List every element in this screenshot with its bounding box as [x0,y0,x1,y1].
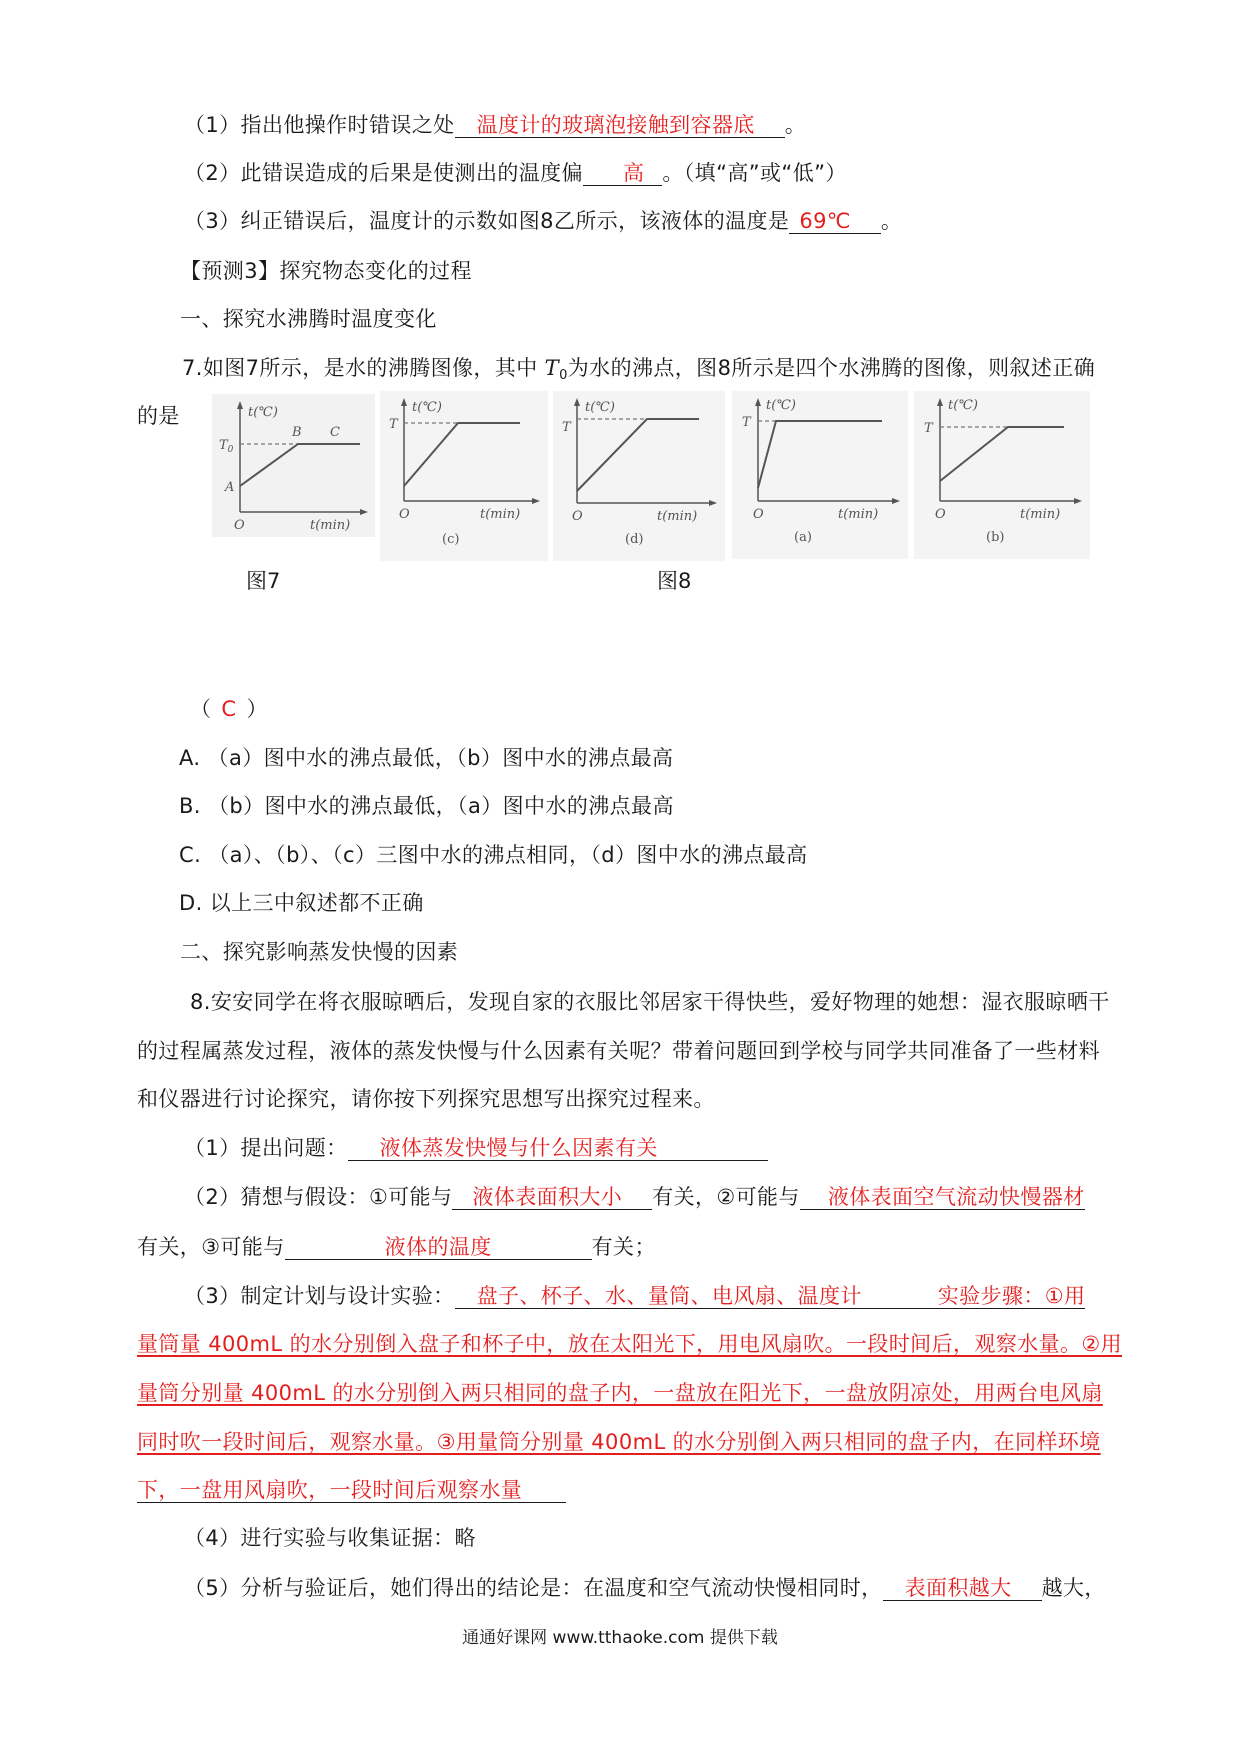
figure-8-graph-c [380,391,548,561]
q8-step-text: 量筒分别量 400mL 的水分别倒入两只相同的盘子内，一盘放在阳光下，一盘放阴凉处，用两台电风扇 [137,1381,1103,1405]
fig8a-t-label: T [742,415,751,430]
figure-7 [212,394,375,541]
page-footer: 通通好课网 www.tthaoke.com 提供下载 [462,1628,778,1648]
prev-item-2 [184,159,847,187]
option-d: D. 以上三中叙述都不正确 [179,891,424,915]
answer-blank [348,1136,768,1161]
figure-8-graph-b [914,391,1090,559]
q8-part-2-text-b: 有关，②可能与 [652,1185,800,1209]
option-b: B. （b）图中水的沸点最低，（a）图中水的沸点最高 [179,794,674,818]
q7-variable-subscript: 0 [559,368,568,383]
q8-part-1-answer: 液体蒸发快慢与什么因素有关 [379,1136,658,1160]
answer-blank [455,1284,1086,1309]
q7-text-a: 7.如图7所示，是水的沸腾图像，其中 [182,356,545,380]
fig8c-origin-label: O [399,507,410,522]
fig8c-x-axis-label: t(min) [480,507,521,522]
prev-item-3 [184,207,902,235]
fig8a-x-axis-label: t(min) [838,507,879,522]
fig8b-x-axis-label: t(min) [1020,507,1061,522]
figure-8-graph-a [732,391,908,559]
fig8a-origin-label: O [753,507,764,522]
answer-blank [789,209,881,234]
bracket-close: ） [246,697,268,721]
q7-answer: C [221,697,237,721]
q8-part-3-line-2 [137,1379,1103,1407]
prev-item-3-answer: 69℃ [799,209,851,233]
q8-part-3-line-1 [137,1330,1122,1358]
prev-item-1-tail: 。 [784,113,807,137]
q8-part-3-materials: 盘子、杯子、水、量筒、电风扇、温度计 [476,1284,862,1308]
q8-part-2-text-a: （2）猜想与假设：①可能与 [184,1185,453,1209]
section-2-title: 二、探究影响蒸发快慢的因素 [180,940,459,964]
q7-answer-bracket [190,695,268,723]
section-heading: 【预测3】探究物态变化的过程 [180,259,472,283]
q8-part-1 [184,1134,768,1162]
q7-line-1 [182,354,1095,390]
q8-part-2-text-d: 有关； [591,1235,656,1259]
fig7-x-axis-label: t(min) [310,518,351,533]
answer-blank [583,161,662,186]
q8-step-text: 下，一盘用风扇吹，一段时间后观察水量 [137,1478,523,1502]
q7-text-b: 为水的沸点，图8所示是四个水沸腾的图像，则叙述正确 [567,356,1096,380]
fig8d-origin-label: O [572,509,583,524]
q8-part-3-line-4 [137,1476,566,1504]
q7-line-2: 的是 [137,404,180,428]
figure-8-panel-b [914,391,1090,563]
answer-blank [285,1235,592,1260]
q8-part-4: （4）进行实验与收集证据：略 [184,1526,476,1550]
prev-item-2-answer: 高 [622,161,645,185]
q8-part-2-text-c: 有关，③可能与 [137,1235,285,1259]
prev-item-1-answer: 温度计的玻璃泡接触到容器底 [476,113,755,137]
answer-blank [137,1478,566,1503]
q8-step-text: 量筒量 400mL 的水分别倒入盘子和杯子中，放在太阳光下，用电风扇吹。一段时间后，观察水量。②用 [137,1332,1123,1356]
fig8a-y-axis-label: t(℃) [766,398,796,413]
q8-part-3-text: （3）制定计划与设计实验： [184,1284,455,1308]
answer-blank [455,113,785,138]
option-c: C. （a）、（b）、（c）三图中水的沸点相同，（d）图中水的沸点最高 [179,843,808,867]
fig7-origin-label: O [234,518,245,533]
prev-item-1 [184,111,806,139]
fig8c-t-label: T [389,417,398,432]
prev-item-2-text: （2）此错误造成的后果是使测出的温度偏 [184,161,583,185]
figure-8-panel-c [380,391,548,565]
answer-blank [800,1185,1085,1210]
q8-part-2-cont [137,1233,656,1261]
fig7-y-axis-label: t(℃) [248,405,278,420]
figure-8-graph-d [553,391,725,561]
fig8d-panel-tag: (d) [625,532,644,547]
fig7-t-subscript: 0 [227,445,234,455]
q8-part-2-answer-b: 液体表面空气流动快慢器材 [827,1185,1085,1209]
figure-7-graph [212,394,375,537]
answer-blank [883,1576,1042,1601]
fig8d-y-axis-label: t(℃) [585,400,615,415]
fig8b-y-axis-label: t(℃) [948,398,978,413]
q8-part-5 [184,1574,1106,1602]
q8-part-1-text: （1）提出问题： [184,1136,348,1160]
prev-item-3-tail: 。 [880,209,903,233]
figure-8-panel-d [553,391,725,565]
q8-part-5-answer: 表面积越大 [904,1576,1012,1600]
q8-part-2-answer-a: 液体表面积大小 [472,1185,623,1209]
fig8d-t-label: T [562,420,571,435]
fig8c-y-axis-label: t(℃) [412,400,442,415]
q8-part-3 [184,1282,1085,1310]
figure-7-caption: 图7 [246,569,281,593]
q8-part-2 [184,1183,1085,1211]
fig7-t-label: T [219,438,228,453]
prev-item-2-tail: 。（填“高”或“低”） [662,161,847,185]
fig8b-panel-tag: (b) [986,530,1005,545]
fig8d-x-axis-label: t(min) [657,509,698,524]
q8-part-3-steps-start: 实验步骤：①用 [937,1284,1086,1308]
fig8c-panel-tag: (c) [442,532,460,547]
q8-part-5-tail: 越大， [1041,1576,1106,1600]
fig7-point-a: A [225,480,235,495]
q8-step-text: 同时吹一段时间后，观察水量。③用量筒分别量 400mL 的水分别倒入两只相同的盘子内，在同样环境 [137,1430,1101,1454]
fig8b-t-label: T [924,421,933,436]
prev-item-3-text: （3）纠正错误后，温度计的示数如图8乙所示，该液体的温度是 [184,209,790,233]
fig7-point-c: C [330,425,340,440]
q8-intro-line-1: 8.安安同学在将衣服晾晒后，发现自家的衣服比邻居家干得快些，爱好物理的她想：湿衣服晾晒干 [190,990,1110,1014]
figure-8-caption: 图8 [657,569,692,593]
option-a: A. （a）图中水的沸点最低，（b）图中水的沸点最高 [179,746,674,770]
q8-intro-line-2: 的过程属蒸发过程，液体的蒸发快慢与什么因素有关呢？带着问题回到学校与同学共同准备了一些材料 [137,1039,1100,1063]
q8-part-5-text: （5）分析与验证后，她们得出的结论是：在温度和空气流动快慢相同时， [184,1576,883,1600]
q8-part-2-answer-c: 液体的温度 [384,1235,492,1259]
fig7-point-b: B [292,425,302,440]
q8-intro-line-3: 和仪器进行讨论探究，请你按下列探究思想写出探究过程来。 [137,1087,715,1111]
fig8a-panel-tag: (a) [794,530,812,545]
prev-item-1-text: （1）指出他操作时错误之处 [184,113,455,137]
figure-8-panel-a [732,391,908,563]
answer-blank [452,1185,652,1210]
section-1-title: 一、探究水沸腾时温度变化 [180,307,437,331]
fig8b-origin-label: O [935,507,946,522]
q8-part-3-line-3 [137,1428,1101,1456]
q7-variable: T [544,356,560,380]
bracket-open: （ [190,697,212,721]
